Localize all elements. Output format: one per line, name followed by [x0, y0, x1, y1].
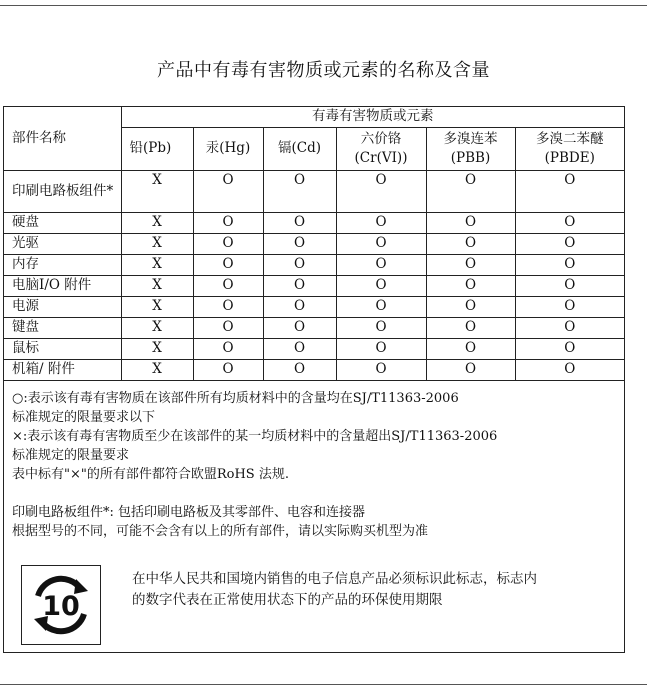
substance-value-cell: X: [121, 254, 193, 275]
column-header-0: [121, 127, 193, 170]
column-header-1: [193, 127, 263, 170]
substance-value-cell: O: [336, 359, 426, 380]
substance-value-cell: O: [426, 317, 515, 338]
substance-value-cell: O: [193, 254, 263, 275]
table-row: [4, 338, 624, 359]
top-rule: [0, 5, 647, 6]
column-header-line1: 铅(Pb): [129, 140, 172, 156]
table-row: [4, 275, 624, 296]
note-pcb-line2: 根据型号的不同，可能不会含有以上的所有部件，请以实际购买机型为准: [12, 524, 429, 539]
bottom-rule: [0, 684, 647, 685]
table-row: [4, 296, 624, 317]
epup-number: 10: [42, 591, 80, 622]
part-name-cell: 内存: [4, 254, 121, 275]
substance-value-cell: O: [515, 359, 624, 380]
epup-text-line2: 的数字代表在正常使用状态下的产品的环保使用期限: [132, 592, 443, 608]
substance-value-cell: O: [263, 254, 336, 275]
substance-value-cell: O: [515, 170, 624, 212]
substance-value-cell: O: [263, 275, 336, 296]
substance-panel: [3, 106, 625, 653]
substance-value-cell: O: [515, 296, 624, 317]
substance-value-cell: O: [193, 359, 263, 380]
substance-value-cell: O: [193, 212, 263, 233]
part-name-cell: 硬盘: [4, 212, 121, 233]
table-row: [4, 254, 624, 275]
substance-value-cell: O: [263, 296, 336, 317]
substance-value-cell: O: [263, 317, 336, 338]
substance-value-cell: O: [263, 212, 336, 233]
note-rohs: 表中标有"×"的所有部件都符合欧盟RoHS 法规.: [12, 467, 289, 482]
part-name-cell: 电脑I/O 附件: [4, 275, 121, 296]
table-row: [4, 359, 624, 380]
substance-value-cell: O: [426, 233, 515, 254]
note-x-line1: ×:表示该有毒有害物质至少在该部件的某一均质材料中的含量超出SJ/T11363-2006: [12, 429, 498, 444]
column-header-line1: 六价铬: [360, 130, 402, 147]
substance-value-cell: O: [193, 338, 263, 359]
substance-value-cell: O: [263, 233, 336, 254]
substance-value-cell: X: [121, 338, 193, 359]
substance-value-cell: X: [121, 233, 193, 254]
notes-section: [12, 389, 622, 541]
substance-value-cell: X: [121, 170, 193, 212]
substance-value-cell: O: [263, 170, 336, 212]
column-header-line1: 多溴连苯: [443, 130, 498, 147]
note-o-line2: 标准规定的限量要求以下: [12, 410, 156, 425]
substance-value-cell: X: [121, 359, 193, 380]
substance-table: [4, 107, 624, 381]
substance-value-cell: O: [336, 338, 426, 359]
substance-value-cell: O: [336, 254, 426, 275]
column-header-line1: 汞(Hg): [205, 140, 251, 156]
substance-value-cell: O: [336, 317, 426, 338]
substance-value-cell: O: [193, 233, 263, 254]
substance-value-cell: O: [263, 359, 336, 380]
part-name-cell: 键盘: [4, 317, 121, 338]
substance-value-cell: O: [193, 275, 263, 296]
part-name-cell: 鼠标: [4, 338, 121, 359]
substance-value-cell: O: [426, 254, 515, 275]
column-header-line1: 镉(Cd): [277, 140, 321, 156]
substance-value-cell: O: [426, 359, 515, 380]
epup-logo: [21, 565, 101, 645]
substance-value-cell: O: [515, 254, 624, 275]
column-header-3: [336, 127, 426, 170]
note-pcb-line1: 印刷电路板组件*: 包括印刷电路板及其零部件、电容和连接器: [12, 505, 366, 520]
substance-value-cell: O: [336, 170, 426, 212]
substance-value-cell: O: [515, 338, 624, 359]
substance-group-header: 有毒有害物质或元素: [121, 107, 624, 127]
epup-description: [132, 569, 622, 611]
substance-value-cell: X: [121, 296, 193, 317]
table-row: [4, 212, 624, 233]
substance-value-cell: X: [121, 317, 193, 338]
substance-value-cell: O: [193, 317, 263, 338]
substance-value-cell: O: [336, 275, 426, 296]
part-name-cell: 电源: [4, 296, 121, 317]
part-name-cell: 印刷电路板组件*: [4, 170, 121, 212]
page-title: 产品中有毒有害物质或元素的名称及含量: [157, 60, 490, 81]
substance-value-cell: X: [121, 275, 193, 296]
substance-value-cell: O: [426, 212, 515, 233]
column-header-line2: (PBDE): [544, 149, 595, 166]
substance-value-cell: O: [263, 338, 336, 359]
table-row: [4, 317, 624, 338]
column-header-line1: 多溴二苯醚: [536, 130, 604, 147]
substance-value-cell: O: [515, 233, 624, 254]
substance-value-cell: O: [515, 275, 624, 296]
substance-value-cell: O: [193, 296, 263, 317]
substance-value-cell: O: [336, 296, 426, 317]
substance-value-cell: O: [515, 317, 624, 338]
table-row: [4, 170, 624, 212]
substance-value-cell: O: [336, 212, 426, 233]
column-header-line2: (PBB): [450, 149, 491, 166]
column-header-line2: (Cr(VI)): [354, 149, 408, 166]
substance-value-cell: O: [426, 275, 515, 296]
column-header-4: [426, 127, 515, 170]
substance-value-cell: O: [426, 296, 515, 317]
note-o-line1: ○:表示该有毒有害物质在该部件所有均质材料中的含量均在SJ/T11363-2006: [12, 391, 459, 406]
table-row: [4, 233, 624, 254]
substance-value-cell: X: [121, 212, 193, 233]
substance-value-cell: O: [336, 233, 426, 254]
epup-recycle-icon: [22, 566, 100, 644]
epup-text-line1: 在中华人民共和国境内销售的电子信息产品必须标识此标志，标志内: [132, 571, 537, 587]
substance-value-cell: O: [193, 170, 263, 212]
note-x-line2: 标准规定的限量要求: [12, 448, 130, 463]
column-header-5: [515, 127, 624, 170]
substance-value-cell: O: [515, 212, 624, 233]
column-header-2: [263, 127, 336, 170]
part-name-cell: 机箱/ 附件: [4, 359, 121, 380]
substance-value-cell: O: [426, 338, 515, 359]
substance-value-cell: O: [426, 170, 515, 212]
part-name-header: 部件名称: [4, 107, 121, 170]
part-name-cell: 光驱: [4, 233, 121, 254]
